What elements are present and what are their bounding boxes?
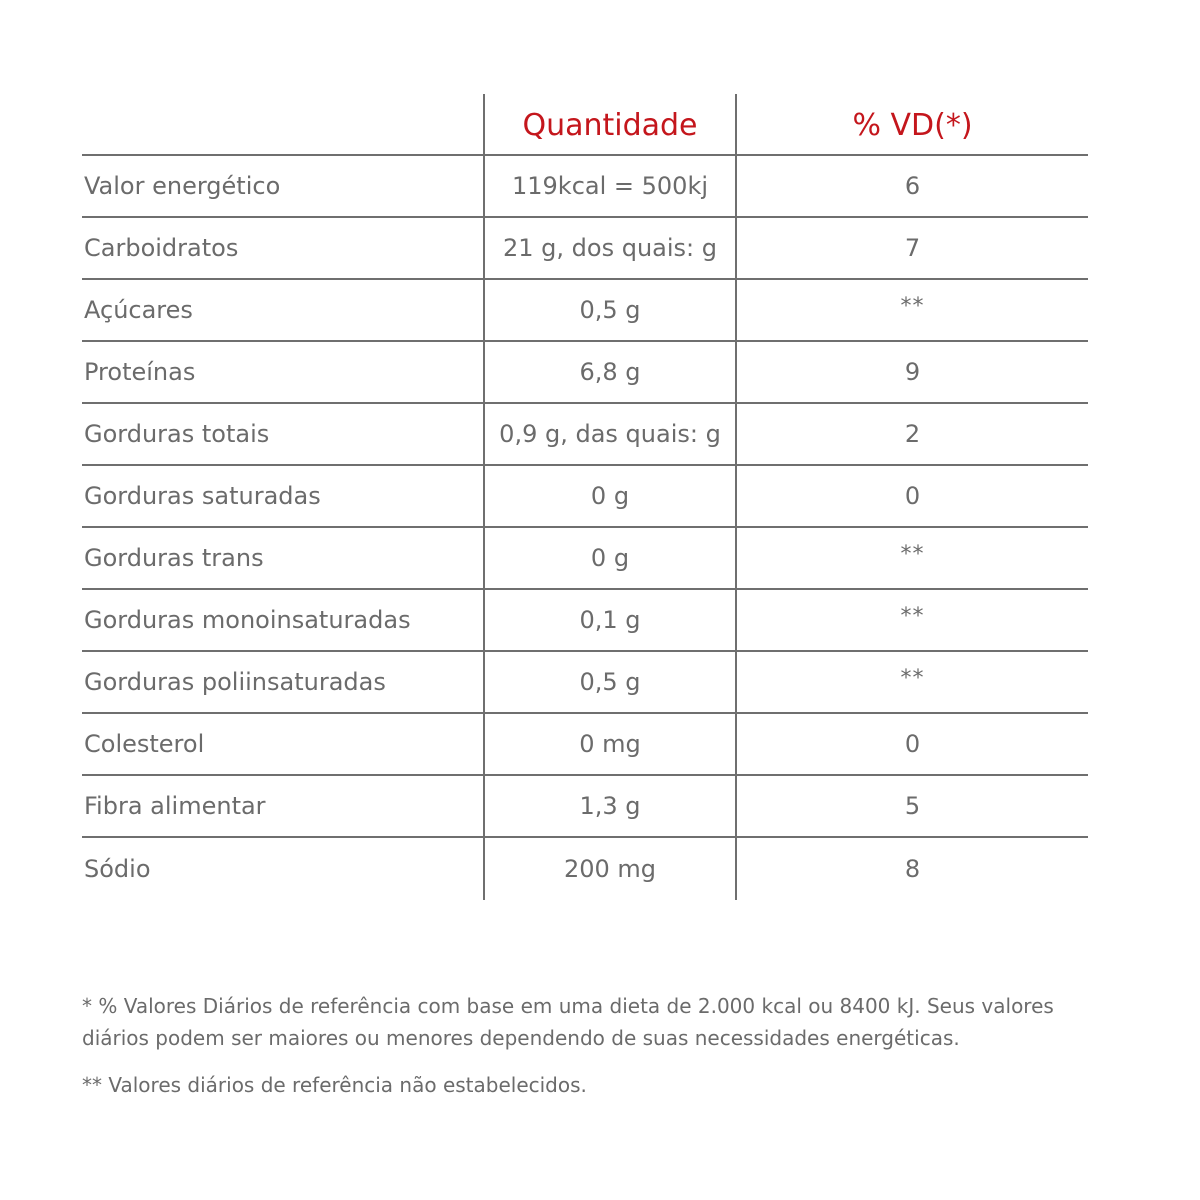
table-row [82,466,1088,528]
nutrient-name: Valor energético [82,156,485,216]
nutrient-vd-value: 9 [904,358,921,386]
nutrient-vd [737,528,1088,588]
nutrient-name: Carboidratos [82,218,485,278]
nutrient-quantity: 0,9 g, das quais: g [485,404,737,464]
nutrient-vd-value: ** [900,665,925,691]
nutrient-vd [737,342,1088,402]
table-row [82,838,1088,900]
nutrient-name: Açúcares [82,280,485,340]
table-row [82,528,1088,590]
nutrient-vd [737,404,1088,464]
nutrient-vd-value: 8 [904,855,921,883]
table-row [82,776,1088,838]
nutrient-name: Gorduras monoinsaturadas [82,590,485,650]
nutrient-vd-value: 7 [904,234,921,262]
table-row [82,652,1088,714]
nutrition-table [82,94,1088,900]
table-row [82,156,1088,218]
nutrient-quantity: 6,8 g [485,342,737,402]
nutrient-quantity: 0,5 g [485,652,737,712]
nutrient-quantity: 200 mg [485,838,737,900]
nutrient-vd [737,776,1088,836]
nutrient-name: Gorduras trans [82,528,485,588]
footnotes [82,990,1092,1101]
table-row [82,404,1088,466]
table-body [82,156,1088,900]
nutrient-vd-value: 0 [904,730,921,758]
nutrient-name: Fibra alimentar [82,776,485,836]
nutrient-quantity: 0,1 g [485,590,737,650]
nutrient-vd [737,280,1088,340]
nutrient-name: Gorduras poliinsaturadas [82,652,485,712]
nutrient-vd-value: 6 [904,172,921,200]
table-row [82,218,1088,280]
nutrient-vd [737,590,1088,650]
table-header-row [82,94,1088,156]
table-row [82,280,1088,342]
nutrient-vd-value: 0 [904,482,921,510]
nutrient-vd-value: 5 [904,792,921,820]
nutrient-vd [737,714,1088,774]
header-vd: % VD(*) [852,107,973,143]
nutrient-quantity: 21 g, dos quais: g [485,218,737,278]
nutrient-name: Gorduras saturadas [82,466,485,526]
table-row [82,714,1088,776]
nutrient-name: Sódio [82,838,485,900]
nutrient-vd [737,156,1088,216]
table-row [82,342,1088,404]
nutrient-quantity: 119kcal = 500kj [485,156,737,216]
header-nutrient [82,94,485,154]
nutrient-quantity: 0 g [485,466,737,526]
nutrient-vd-value: ** [900,293,925,319]
nutrient-vd-value: ** [900,541,925,567]
nutrient-quantity: 1,3 g [485,776,737,836]
nutrient-name: Gorduras totais [82,404,485,464]
nutrient-vd [737,838,1088,900]
nutrient-vd-value: 2 [904,420,921,448]
nutrient-quantity: 0,5 g [485,280,737,340]
nutrient-vd [737,652,1088,712]
footnote-not-established: ** Valores diários de referência não estabelecidos. [82,1073,587,1097]
header-quantity: Quantidade [485,94,737,154]
nutrient-quantity: 0 g [485,528,737,588]
nutrient-vd [737,466,1088,526]
nutrient-name: Colesterol [82,714,485,774]
nutrient-vd [737,218,1088,278]
nutrient-quantity: 0 mg [485,714,737,774]
nutrient-name: Proteínas [82,342,485,402]
footnote-daily-values: * % Valores Diários de referência com base em uma dieta de 2.000 kcal ou 8400 kJ. Seus valores diários podem ser maiores ou menores dependendo de suas necessidades energéticas. [82,994,1054,1050]
table-row [82,590,1088,652]
nutrient-vd-value: ** [900,603,925,629]
